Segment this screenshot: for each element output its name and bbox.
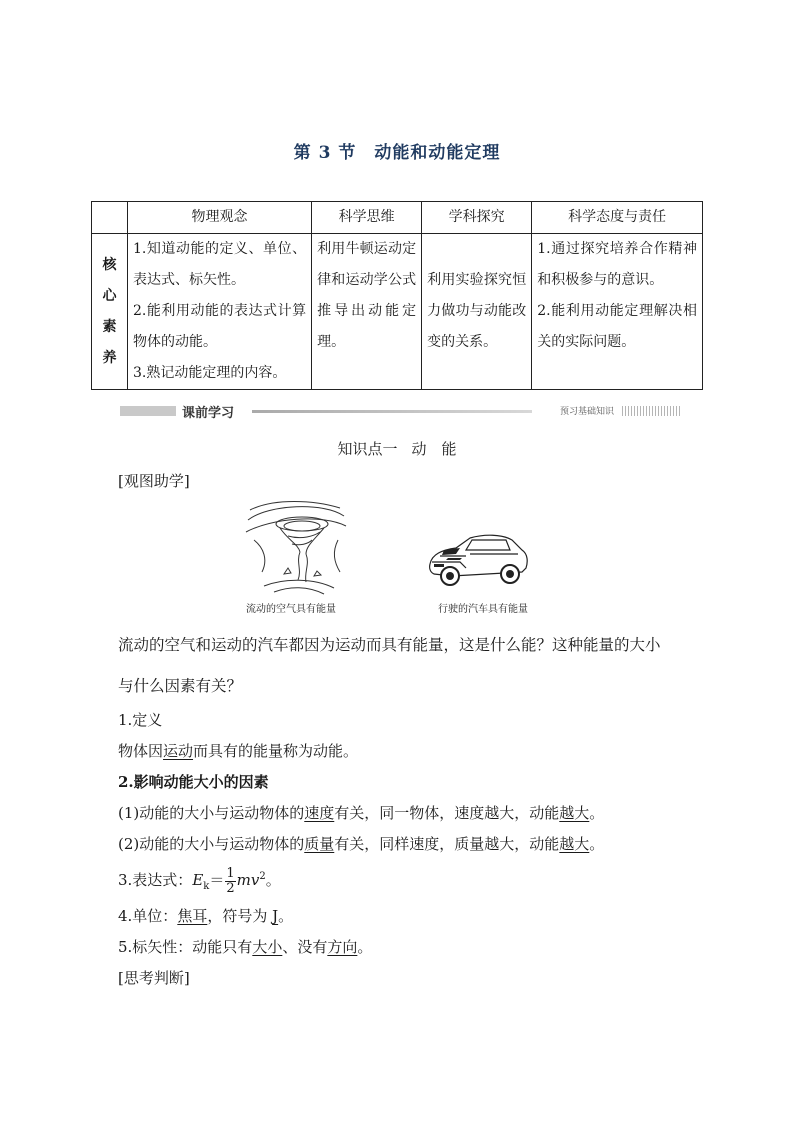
car-caption: 行驶的汽车具有能量 — [438, 604, 528, 615]
tornado-illustration — [244, 500, 348, 598]
header-physics-concept: 物理观念 — [128, 202, 312, 234]
cell-attitude: 1.通过探究培养合作精神和积极参与的意识。 2.能利用动能定理解决相关的实际问题。 — [532, 234, 703, 390]
scalar-line: 5.标矢性：动能只有大小、没有方向。 — [118, 938, 373, 956]
cell-scientific-thinking: 利用牛顿运动定律和运动学公式推导出动能定理。 — [312, 234, 422, 390]
question-line-2: 与什么因素有关？ — [118, 677, 243, 695]
factors-item-1: (1)动能的大小与运动物体的速度有关，同一物体，速度越大，动能越大。 — [118, 804, 605, 822]
cell-physics-concept: 1.知道动能的定义、单位、表达式、标矢性。 2.能利用动能的表达式计算物体的动能。 3.熟记动能定理的内容。 — [128, 234, 312, 390]
section-title: 动能和动能定理 — [374, 143, 501, 163]
table-corner-cell — [92, 202, 128, 234]
tornado-caption: 流动的空气具有能量 — [246, 604, 336, 615]
core-competency-table — [91, 201, 703, 390]
factors-heading: 2.影响动能大小的因素 — [118, 773, 269, 791]
bar-right-stripes — [622, 406, 680, 416]
side-label: 核 心 素 养 — [92, 234, 128, 390]
answer-magnitude: 大小 — [252, 938, 283, 956]
expression-line: 3.表达式：$E_k=$ $\frac{1}{2}$ $mv^2$。 — [118, 865, 281, 896]
answer-larger-2: 越大 — [559, 835, 590, 853]
bar-right-label: 预习基础知识 — [560, 407, 615, 417]
bar-line — [252, 410, 532, 413]
answer-symbol-j: J — [272, 907, 279, 925]
car-illustration — [426, 528, 530, 592]
judge-label: [思考判断] — [118, 969, 190, 987]
guide-label: [观图助学] — [118, 472, 190, 490]
definition-heading: 1.定义 — [118, 711, 163, 729]
bar-label: 课前学习 — [182, 406, 235, 421]
answer-direction: 方向 — [327, 938, 358, 956]
definition-line: 物体因运动而具有的能量称为动能。 — [118, 742, 359, 760]
page-title — [0, 138, 794, 163]
knowledge-point-title: 知识点一 动 能 — [337, 440, 457, 458]
answer-speed: 速度 — [304, 804, 335, 822]
cell-inquiry: 利用实验探究恒力做功与动能改变的关系。 — [422, 234, 532, 390]
factors-item-2: (2)动能的大小与运动物体的质量有关，同样速度，质量越大，动能越大。 — [118, 835, 605, 853]
header-attitude: 科学态度与责任 — [532, 202, 703, 234]
answer-joule: 焦耳 — [177, 907, 208, 925]
section-number: 第 3 节 — [293, 143, 357, 163]
header-scientific-thinking: 科学思维 — [312, 202, 422, 234]
bar-left-block — [120, 406, 176, 416]
section-bar — [120, 402, 680, 420]
answer-mass: 质量 — [304, 835, 335, 853]
answer-motion: 运动 — [163, 742, 194, 760]
fraction-one-half: $\frac{1}{2}$ — [226, 865, 235, 896]
header-inquiry: 学科探究 — [422, 202, 532, 234]
answer-larger-1: 越大 — [559, 804, 590, 822]
question-line-1: 流动的空气和运动的汽车都因为运动而具有能量，这是什么能？这种能量的大小 — [118, 636, 661, 654]
unit-line: 4.单位：焦耳，符号为 J。 — [118, 907, 294, 925]
